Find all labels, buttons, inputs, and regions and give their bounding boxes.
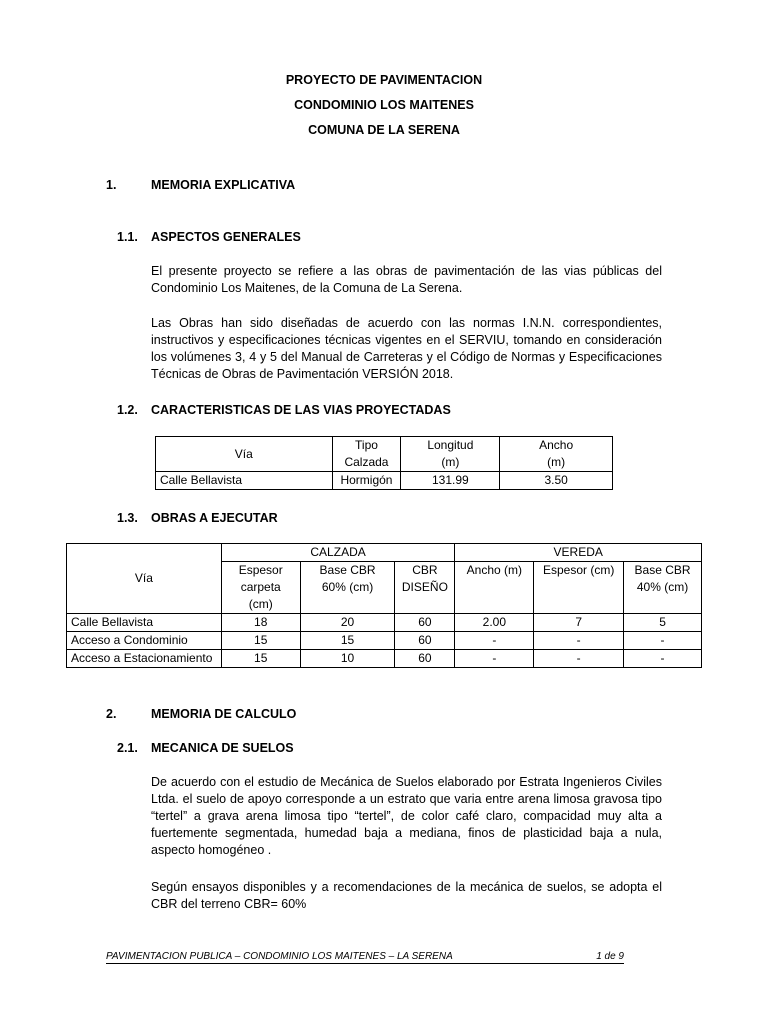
vias-cell-tipo: Hormigón (332, 472, 401, 490)
obras-cell-cbr: 60 (395, 614, 455, 632)
vias-col-tipo: Tipo Calzada (332, 437, 401, 472)
doc-title-line-1: PROYECTO DE PAVIMENTACION (285, 73, 483, 87)
obras-cell-cbr: 60 (395, 632, 455, 650)
section-1-3-heading: OBRAS A EJECUTAR (151, 511, 278, 525)
paragraph-mecanica-2: Según ensayos disponibles y a recomendaciones de la mecánica de suelos, se adopta el CBR del terreno CBR= 60% (151, 880, 662, 911)
obras-cell-cbr: 60 (395, 650, 455, 668)
obras-cell-base40: - (624, 650, 702, 668)
paragraph-aspectos-1: El presente proyecto se refiere a las obras de pavimentación de las vias públicas del Condominio Los Maitenes, de la Comuna de La Serena. (151, 264, 662, 295)
obras-cell-espesor: 15 (221, 632, 300, 650)
doc-title-line-2: CONDOMINIO LOS MAITENES (294, 98, 474, 112)
obras-cell-espesor: 18 (221, 614, 300, 632)
table-row (67, 650, 702, 668)
obras-cell-base40: 5 (624, 614, 702, 632)
obras-cell-base60: 15 (300, 632, 395, 650)
section-2-1-number: 2.1. (117, 741, 138, 755)
obras-cell-via: Calle Bellavista (67, 614, 222, 632)
obras-cell-base60: 10 (300, 650, 395, 668)
section-1-3-number: 1.3. (117, 511, 138, 525)
page-number: 1 de 9 (596, 951, 624, 962)
obras-col-espesor: Espesor carpeta (cm) (221, 562, 300, 614)
obras-col-espesor-vereda: Espesor (cm) (534, 562, 624, 614)
obras-cell-ancho: - (455, 650, 534, 668)
vias-col-via: Vía (156, 437, 333, 472)
vias-col-ancho: Ancho (m) (500, 437, 613, 472)
vias-table (155, 436, 613, 490)
obras-cell-espesor: 15 (221, 650, 300, 668)
obras-table-group-header (67, 544, 702, 562)
doc-title-line-3: COMUNA DE LA SERENA (308, 123, 460, 137)
obras-cell-espesor-vereda: - (534, 632, 624, 650)
vias-cell-longitud: 131.99 (401, 472, 500, 490)
obras-cell-via: Acceso a Estacionamiento (67, 650, 222, 668)
vias-cell-via: Calle Bellavista (156, 472, 333, 490)
obras-col-via: Vía (67, 544, 222, 614)
obras-col-base40: Base CBR 40% (cm) (624, 562, 702, 614)
section-2-heading: MEMORIA DE CALCULO (151, 707, 297, 721)
table-row (67, 614, 702, 632)
obras-cell-base40: - (624, 632, 702, 650)
obras-col-ancho: Ancho (m) (455, 562, 534, 614)
table-row (156, 472, 613, 490)
section-1-number: 1. (106, 178, 117, 192)
section-1-heading: MEMORIA EXPLICATIVA (151, 178, 296, 192)
paragraph-mecanica-1: De acuerdo con el estudio de Mecánica de Suelos elaborado por Estrata Ingenieros Civiles Ltda. el suelo de apoyo corresponde a un estrato que varia entre arena limosa gravosa tipo “tertel” a grava arena limosa tipo “tertel”, de color café claro, compacidad muy alta a fuertemente segmentada, humedad baja a mediana, finos de plasticidad baja a nula, aspecto homogéneo . (151, 775, 662, 857)
obras-cell-espesor-vereda: 7 (534, 614, 624, 632)
section-1-2-heading: CARACTERISTICAS DE LAS VIAS PROYECTADAS (151, 403, 451, 417)
section-1-1-number: 1.1. (117, 230, 138, 244)
obras-table (66, 543, 702, 668)
page-footer (106, 950, 624, 964)
footer-text: PAVIMENTACION PUBLICA – CONDOMINIO LOS MAITENES – LA SERENA (106, 951, 453, 962)
obras-col-cbr: CBR DISEÑO (395, 562, 455, 614)
section-2-number: 2. (106, 707, 117, 721)
section-2-1-heading: MECANICA DE SUELOS (151, 741, 294, 755)
section-1-1-heading: ASPECTOS GENERALES (151, 230, 301, 244)
obras-cell-espesor-vereda: - (534, 650, 624, 668)
obras-cell-via: Acceso a Condominio (67, 632, 222, 650)
obras-cell-ancho: 2.00 (455, 614, 534, 632)
obras-group-calzada: CALZADA (221, 544, 455, 562)
obras-cell-base60: 20 (300, 614, 395, 632)
vias-table-header (156, 437, 613, 472)
vias-cell-ancho: 3.50 (500, 472, 613, 490)
section-1-2-number: 1.2. (117, 403, 138, 417)
paragraph-aspectos-2: Las Obras han sido diseñadas de acuerdo con las normas I.N.N. correspondientes, instructivos y especificaciones técnicas vigentes en el SERVIU, tomando en consideración los volúmenes 3, 4 y 5 del Manual de Carreteras y el Código de Normas y Especificaciones Técnicas de Obras de Pavimentación VERSIÓN 2018. (151, 316, 662, 381)
obras-group-vereda: VEREDA (455, 544, 702, 562)
obras-cell-ancho: - (455, 632, 534, 650)
table-row (67, 632, 702, 650)
vias-col-longitud: Longitud (m) (401, 437, 500, 472)
obras-col-base60: Base CBR 60% (cm) (300, 562, 395, 614)
